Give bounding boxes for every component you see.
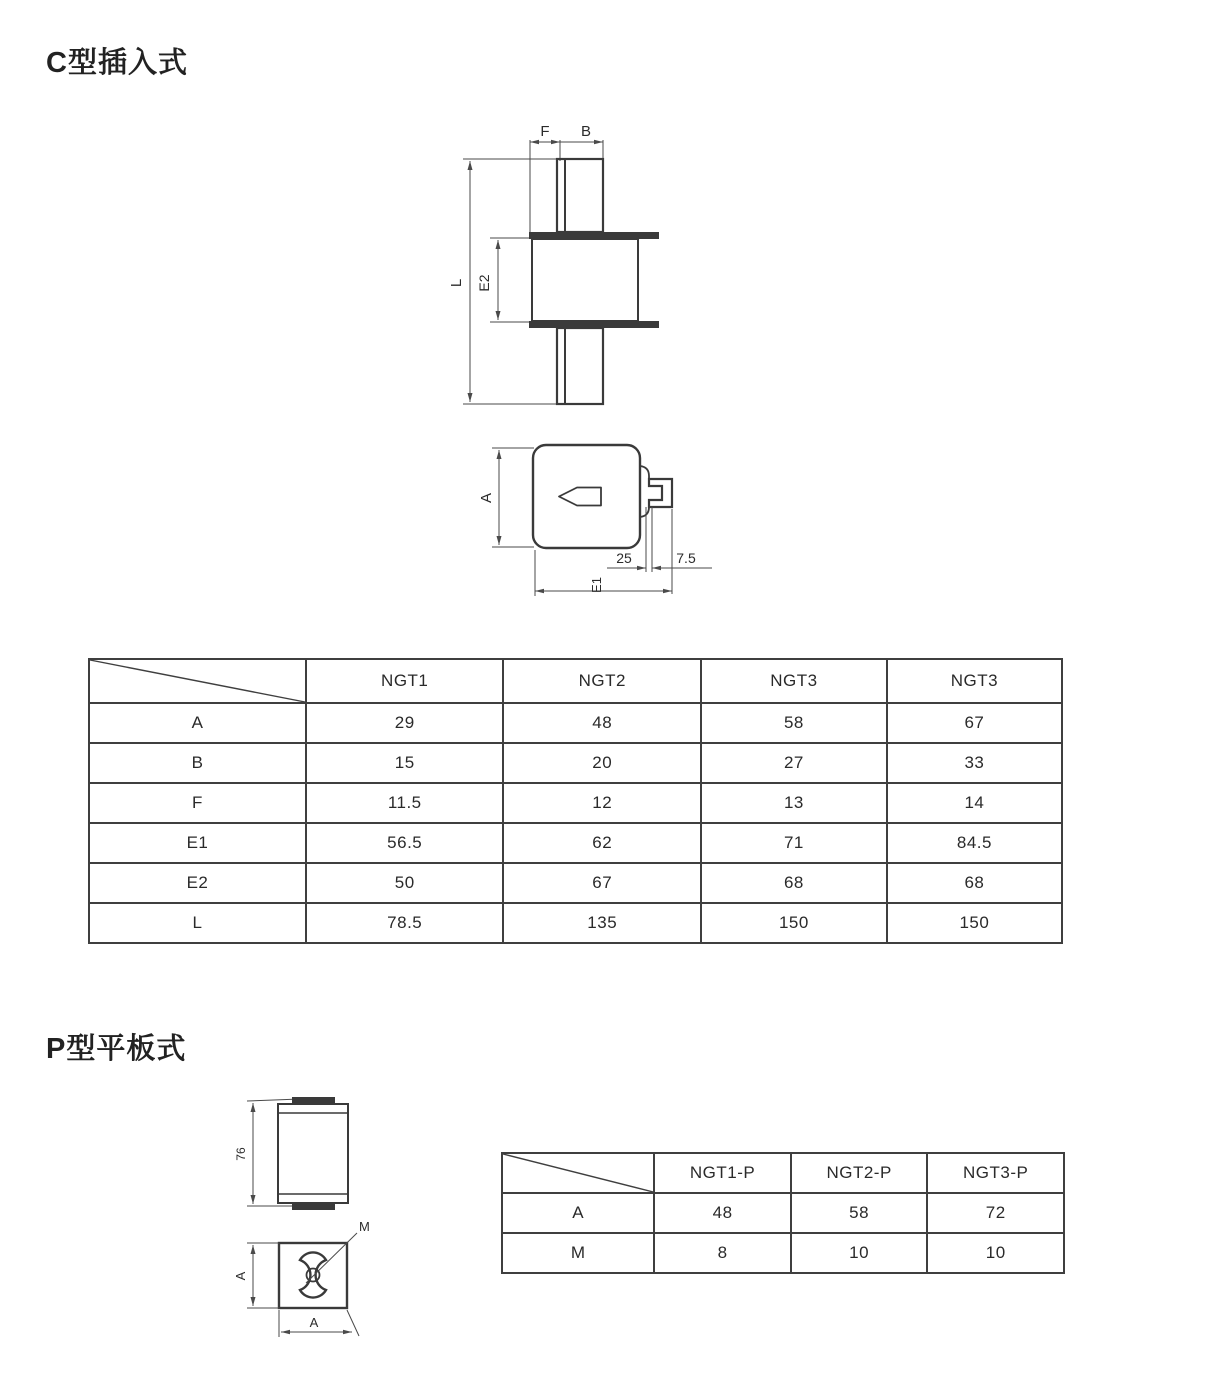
table-cell: 68 <box>887 863 1062 903</box>
diagonal-line <box>90 660 305 702</box>
diagonal-line <box>503 1154 653 1192</box>
row-label: L <box>89 903 306 943</box>
table-cell: 71 <box>701 823 887 863</box>
dim-label-l: L <box>448 278 465 288</box>
column-header: NGT1 <box>306 659 504 703</box>
table-cell: 135 <box>503 903 701 943</box>
column-header: NGT3-P <box>927 1153 1064 1193</box>
dim-label-a-left: A <box>233 1271 248 1281</box>
dim-label-a-bottom: A <box>309 1315 319 1330</box>
table-cell: 68 <box>701 863 887 903</box>
table-cell: 84.5 <box>887 823 1062 863</box>
table-row <box>89 823 1062 863</box>
table-cell: 10 <box>791 1233 928 1273</box>
dim-label-e1: E1 <box>589 577 604 593</box>
table-cell: 12 <box>503 783 701 823</box>
table-cell: 8 <box>654 1233 791 1273</box>
table-row <box>89 703 1062 743</box>
dim-label-m: M <box>359 1219 370 1234</box>
table-cell: 58 <box>701 703 887 743</box>
table-cell: 20 <box>503 743 701 783</box>
table-cell: 50 <box>306 863 504 903</box>
row-label: M <box>502 1233 654 1273</box>
c-side-view-drawing <box>440 110 690 420</box>
table-cell: 10 <box>927 1233 1064 1273</box>
p-type-dimension-table <box>501 1152 1065 1274</box>
table-cell: 13 <box>701 783 887 823</box>
c-type-dimension-table <box>88 658 1063 944</box>
table-row <box>89 743 1062 783</box>
row-label: A <box>502 1193 654 1233</box>
column-header: NGT1-P <box>654 1153 791 1193</box>
c-top-view-drawing <box>480 435 725 605</box>
dim-label-f: F <box>540 123 550 140</box>
table-row <box>89 903 1062 943</box>
dim-label-a: A <box>478 492 495 504</box>
dim-label-e2: E2 <box>476 274 492 292</box>
table-cell: 67 <box>503 863 701 903</box>
table-row <box>502 1233 1064 1273</box>
table-cell: 150 <box>701 903 887 943</box>
column-header: NGT2 <box>503 659 701 703</box>
dim-label-75: 7.5 <box>676 550 696 566</box>
column-header: NGT2-P <box>791 1153 928 1193</box>
table-cell: 27 <box>701 743 887 783</box>
table-cell: 72 <box>927 1193 1064 1233</box>
diagonal-header-cell <box>89 659 306 703</box>
table-row <box>89 863 1062 903</box>
row-label: E1 <box>89 823 306 863</box>
dim-label-25: 25 <box>616 550 632 566</box>
table-cell: 11.5 <box>306 783 504 823</box>
row-label: F <box>89 783 306 823</box>
row-label: E2 <box>89 863 306 903</box>
section-title-c-type: C型插入式 <box>46 47 188 79</box>
table-cell: 62 <box>503 823 701 863</box>
table-cell: 48 <box>654 1193 791 1233</box>
dim-label-76: 76 <box>234 1147 248 1161</box>
p-side-view-drawing <box>235 1085 365 1225</box>
table-header-row <box>502 1153 1064 1193</box>
dim-label-b: B <box>580 123 592 140</box>
table-cell: 48 <box>503 703 701 743</box>
table-cell: 33 <box>887 743 1062 783</box>
section-title-p-type: P型平板式 <box>46 1033 187 1065</box>
p-bottom-view-drawing <box>235 1210 395 1355</box>
row-label: A <box>89 703 306 743</box>
table-cell: 67 <box>887 703 1062 743</box>
table-cell: 78.5 <box>306 903 504 943</box>
table-cell: 15 <box>306 743 504 783</box>
table-row <box>502 1193 1064 1233</box>
table-cell: 14 <box>887 783 1062 823</box>
column-header: NGT3 <box>887 659 1062 703</box>
table-cell: 150 <box>887 903 1062 943</box>
table-cell: 58 <box>791 1193 928 1233</box>
table-header-row <box>89 659 1062 703</box>
table-cell: 56.5 <box>306 823 504 863</box>
column-header: NGT3 <box>701 659 887 703</box>
table-cell: 29 <box>306 703 504 743</box>
table-row <box>89 783 1062 823</box>
diagonal-header-cell <box>502 1153 654 1193</box>
row-label: B <box>89 743 306 783</box>
